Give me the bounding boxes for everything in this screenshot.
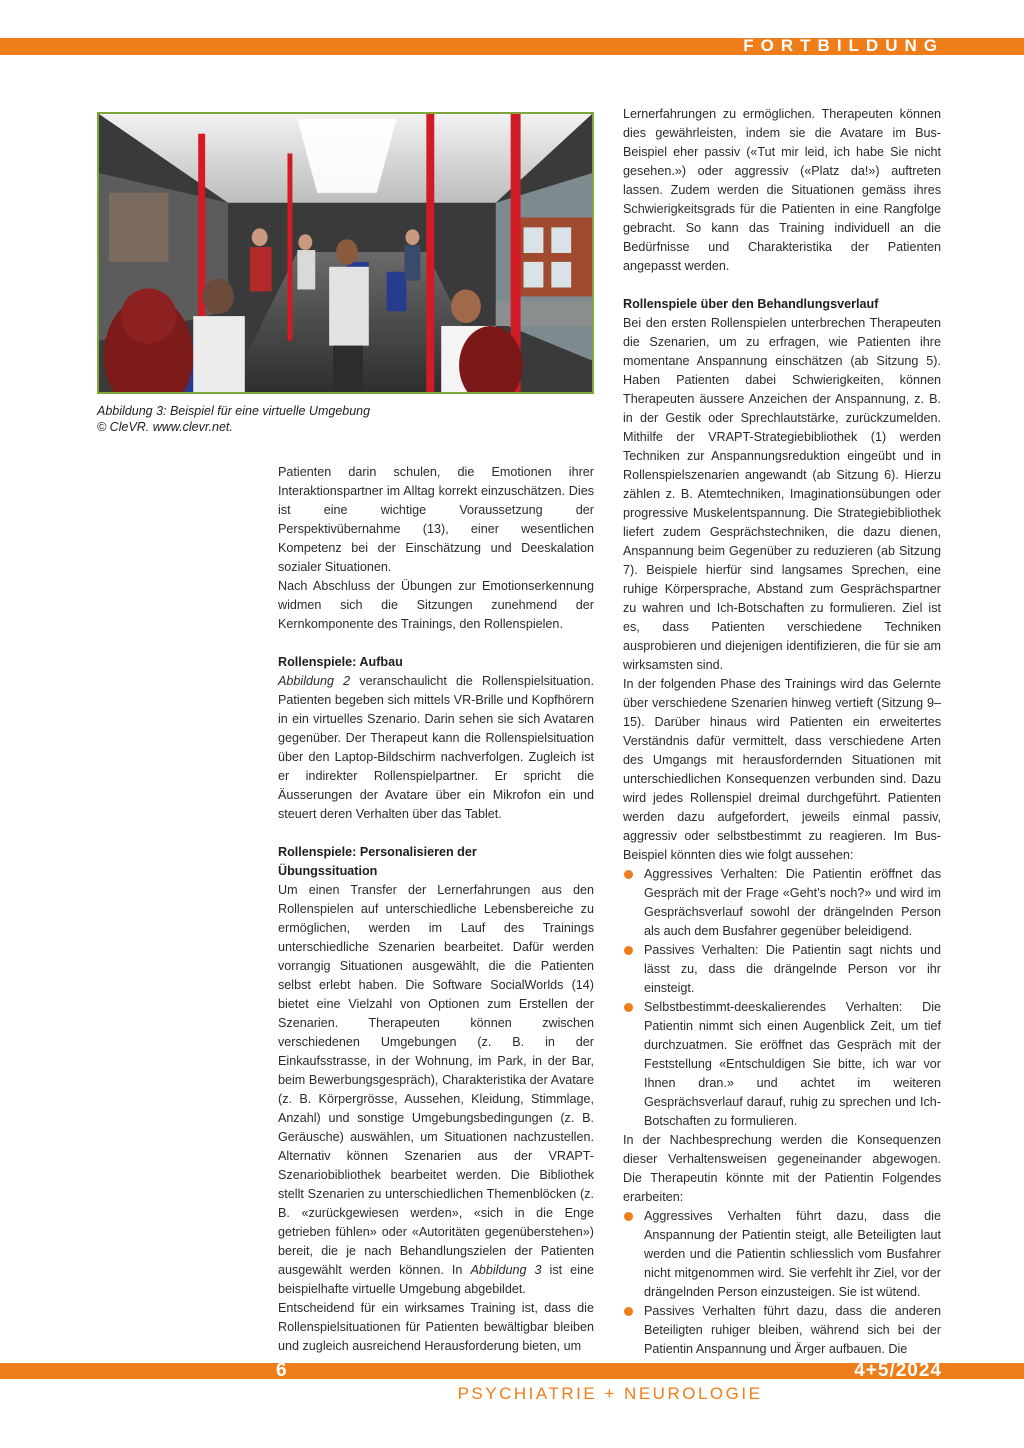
figure-reference: Abbildung 3 bbox=[470, 1263, 542, 1277]
list-item: Selbstbestimmt-deeskalierendes Verhalten: Die Patientin nimmt sich einen Augenblick Zeit, um tief durchzuatmen. Sie eröffnet das Gespräch mit der Feststellung «Entschuldigen Sie bitte, ich war vor Ihnen dran.» und achtet im weiteren Gesprächsverlauf darauf, ruhig zu sprechen und Ich-Botschaften zu formulieren. bbox=[623, 998, 941, 1131]
bullet-dot-icon bbox=[624, 870, 633, 879]
journal-name: PSYCHIATRIE + NEUROLOGIE bbox=[457, 1384, 763, 1403]
paragraph: In der folgenden Phase des Trainings wird das Gelernte über verschiedene Szenarien hinweg vertieft (Sitzung 9–15). Darüber hinaus wird Patienten ein erweitertes Verständnis dafür vermittelt, dass verschiedene Arten des Umgangs mit herausfordernden Situationen mit unterschiedlichen Konsequenzen verbunden sind. Dazu wird jedes Rollenspiel dreimal durchgeführt. Patienten werden dazu aufgefordert, jeweils einmal passiv, aggressiv oder selbstbestimmt zu reagieren. Im Bus-Beispiel könnten dies wie folgt aussehen: bbox=[623, 677, 941, 862]
list-item: Aggressives Verhalten führt dazu, dass die Anspannung der Patientin steigt, alle Beteiligten laut werden und die Patientin schliesslich vom Busfahrer nicht mitgenommen wird. Sie verfehlt ihr Ziel, vor der drängelnden Person einzusteigen. Sie ist wütend. bbox=[623, 1207, 941, 1302]
list-item: Passives Verhalten führt dazu, dass die anderen Beteiligten ruhiger bleiben, während sich bei der Patientin Anspannung und Ärger aufbauen. Die bbox=[623, 1302, 941, 1359]
virtual-bus-illustration bbox=[99, 114, 592, 392]
paragraph: Bei den ersten Rollenspielen unterbrechen Therapeuten die Szenarien, um zu erfragen, wie Patienten ihre momentane Anspannung einschätzen (ab Sitzung 5). Haben Patienten dabei Schwierigkeiten, können Therapeuten äussere Anzeichen der Anspannung, z. B. in der Gestik oder Sprechlautstärke, zurückzumelden. Mithilfe der VRAPT-Strategiebibliothek (1) werden Techniken zur Anspannungsreduktion eingeübt und in Rollenspielszenarien angewandt (ab Sitzung 6). Hierzu zählen z. B. Atemtechniken, Imaginationsübungen oder progressive Muskelentspannung. Die Strategiebibliothek liefert zudem Gesprächstechniken, die dazu dienen, Anspannung beim Gegenüber zu reduzieren (ab Sitzung 7). Beispiele hierfür sind langsames Sprechen, eine ruhige Körpersprache, Abstand zum Gesprächspartner zu wahren und Ich-Botschaften zu formulieren. Ziel ist es, dass Patienten verschiedene Techniken ausprobieren und diejenigen identifizieren, die für sie am wirksamsten sind. bbox=[623, 316, 941, 672]
left-column bbox=[278, 463, 594, 1356]
paragraph: Nach Abschluss der Übungen zur Emotionserkennung widmen sich die Sitzungen zunehmend der Kernkomponente des Trainings, den Rollenspielen. bbox=[278, 579, 594, 631]
bullet-dot-icon bbox=[624, 1212, 633, 1221]
section-label: FORTBILDUNG bbox=[743, 36, 944, 55]
page-number: 6 bbox=[276, 1360, 287, 1381]
paragraph: Um einen Transfer der Lernerfahrungen aus den Rollenspielen auf unterschiedliche Lebensbereiche zu ermöglichen, werden im Lauf des Trainings unterschiedliche Szenarien bearbeitet. Dafür werden vorrangig Situationen ausgewählt, die die Patienten selbst erlebt haben. Die Software SocialWorlds (14) bietet eine Vielzahl von Optionen zum Erstellen der Szenarien. Therapeuten können zwischen verschiedenen Umgebungen (z. B. in der Einkaufsstrasse, in der Wohnung, im Park, in der Bar, beim Bewerbungsgespräch), Charakteristika der Avatare (z. B. Körpergrösse, Aussehen, Kleidung, Stimmlage, Anzahl) und sonstige Umgebungsbedingungen (z. B. Geräusche) auswählen, um Situationen nachzustellen. Alternativ können Szenarien aus der VRAPT-Szenariobibliothek bearbeitet werden. Die Bibliothek stellt Szenarien zu unterschiedlichen Themenblöcken (z. B. «zurückgewiesen werden», «sich in die Enge getrieben fühlen» oder «Autoritäten gegenüberstehen») bereit, die je nach Behandlungszielen der Patienten ausgewählt werden können. In Abbildung 3 ist eine beispielhafte virtuelle Umgebung abgebildet. bbox=[278, 883, 594, 1296]
subheading-behandlungsverlauf: Rollenspiele über den Behandlungsverlauf bbox=[623, 297, 879, 311]
list-item: Passives Verhalten: Die Patientin sagt nichts und lässt zu, dass die drängelnde Person vor ihr einsteigt. bbox=[623, 941, 941, 998]
caption-line-2: © CleVR. www.clevr.net. bbox=[97, 420, 233, 434]
paragraph: Lernerfahrungen zu ermöglichen. Therapeuten können dies gewährleisten, indem sie die Avatare im Bus-Beispiel eher passiv («Tut mir leid, ich habe Sie nicht gesehen.») oder aggressiv («Platz da!») auftreten lassen. Zudem werden die Situationen gemäss ihres Schwierigkeitsgrads für die Patienten in eine Rangfolge gebracht. So kann das Training individuell an die Bedürfnisse und Charakteristika der Patienten angepasst werden. bbox=[623, 107, 941, 273]
paragraph: Entscheidend für ein wirksames Training ist, dass die Rollenspielsituationen für Patienten bewältigbar bleiben und zugleich ausreichend Herausforderung bieten, um bbox=[278, 1301, 594, 1353]
subheading-personalisieren: Rollenspiele: Personalisieren der Übungssituation bbox=[278, 845, 477, 878]
list-item: Aggressives Verhalten: Die Patientin eröffnet das Gespräch mit der Frage «Geht’s noch?» und wird im Gesprächsverlauf sowohl der drängelnden Person als auch dem Busfahrer gegenüber beleidigend. bbox=[623, 865, 941, 941]
figure-virtual-bus bbox=[97, 112, 594, 394]
bullet-dot-icon bbox=[624, 1307, 633, 1316]
bullet-list-behaviors bbox=[623, 865, 941, 1131]
subheading-aufbau: Rollenspiele: Aufbau bbox=[278, 655, 403, 669]
issue-number: 4+5/2024 bbox=[854, 1360, 942, 1381]
paragraph: In der Nachbesprechung werden die Konsequenzen dieser Verhaltensweisen gegeneinander abgewogen. Die Therapeutin könnte mit der Patientin Folgendes erarbeiten: bbox=[623, 1133, 941, 1204]
paragraph: Abbildung 2 veranschaulicht die Rollenspielsituation. Patienten begeben sich mittels VR-Brille und Kopfhörern in ein virtuelles Szenario. Darin sehen sie sich Avataren gegenüber. Der Therapeut kann die Rollenspielsituation über den Laptop-Bildschirm nachverfolgen. Zugleich ist er indirekter Rollenspielpartner. Er spricht die Äusserungen der Avatare über ein Mikrofon ein und steuert deren Verhalten über das Tablet. bbox=[278, 674, 594, 821]
bullet-dot-icon bbox=[624, 1003, 633, 1012]
paragraph: Patienten darin schulen, die Emotionen ihrer Interaktionspartner im Alltag korrekt einzuschätzen. Dies ist eine wichtige Voraussetzung der Perspektivübernahme (13), einer wesentlichen Kompetenz bei der Einschätzung und Deeskalation sozialer Situationen. bbox=[278, 465, 594, 574]
right-column bbox=[623, 105, 941, 1359]
figure-reference: Abbildung 2 bbox=[278, 674, 351, 688]
bullet-list-consequences bbox=[623, 1207, 941, 1359]
bullet-dot-icon bbox=[624, 946, 633, 955]
figure-caption bbox=[97, 403, 397, 435]
caption-line-1: Abbildung 3: Beispiel für eine virtuelle Umgebung bbox=[97, 404, 371, 418]
